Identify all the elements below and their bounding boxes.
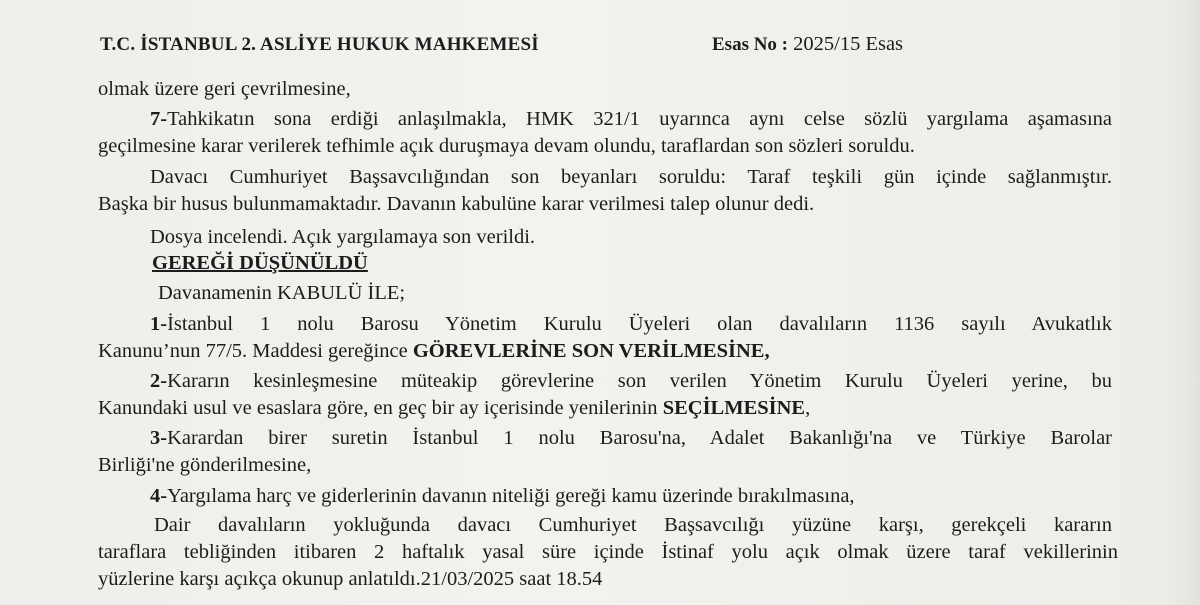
court-name: T.C. İSTANBUL 2. ASLİYE HUKUK MAHKEMESİ: [100, 34, 539, 55]
text-line-4: Davacı Cumhuriyet Başsavcılığından son beyanları soruldu: Taraf teşkili gün içinde sağlanmıştır.: [150, 166, 1112, 188]
case-number-value: 2025/15 Esas: [793, 33, 904, 55]
text-line-18: yüzlerine karşı açıkça okunup anlatıldı.21/03/2025 saat 18.54: [98, 568, 603, 590]
text-line-3: geçilmesine karar verilerek tefhimle açık duruşmaya devam olundu, taraflardan son sözleri soruldu.: [98, 135, 915, 157]
item-2-text: Kararın kesinleşmesine müteakip görevlerine son verilen Yönetim Kurulu Üyeleri yerine, bu: [167, 370, 1112, 392]
item-4-text: Yargılama harç ve giderlerinin davanın niteliği gereği kamu üzerinde bırakılmasına,: [167, 485, 855, 507]
item-3-text: Karardan birer suretin İstanbul 1 nolu Barosu'na, Adalet Bakanlığı'na ve Türkiye Barolar: [167, 427, 1112, 449]
item-7-text: Tahkikatın sona erdiği anlaşılmakla, HMK 321/1 uyarınca aynı celse sözlü yargılama aşamasına: [167, 108, 1112, 130]
item-1-cont-text: Kanunu’nun 77/5. Maddesi gereğince: [98, 340, 408, 362]
text-line-17: taraflara tebliğinden itibaren 2 haftalık yasal süre içinde İstinaf yolu açık olmak üzere taraf vekillerinin: [98, 541, 1118, 563]
decision-heading: GEREĞİ DÜŞÜNÜLDÜ: [152, 252, 368, 274]
text-line-5: Başka bir husus bulunmamaktadır. Davanın kabulüne karar verilmesi talep olunur dedi.: [98, 193, 815, 215]
item-2-cont-text: Kanundaki usul ve esaslara göre, en geç bir ay içerisinde yenilerinin: [98, 397, 658, 419]
page-edge-shadow: [1160, 0, 1200, 605]
item-1-verdict: GÖREVLERİNE SON VERİLMESİNE,: [412, 340, 770, 362]
item-1-continuation: [98, 338, 770, 364]
item-7-number: 7-: [150, 108, 168, 130]
case-number-label: Esas No :: [712, 34, 789, 55]
text-line-14: Birliği'ne gönderilmesine,: [98, 454, 312, 476]
item-1-text: İstanbul 1 nolu Barosu Yönetim Kurulu Üyeleri olan davalıların 1136 sayılı Avukatlık: [167, 313, 1112, 335]
item-4-number: 4-: [150, 485, 168, 507]
item-3-number: 3-: [150, 427, 168, 449]
item-2-number: 2-: [150, 370, 168, 392]
text-line-6: Dosya incelendi. Açık yargılamaya son verildi.: [150, 226, 536, 248]
item-7-line: [150, 106, 1112, 132]
item-2-tail: ,: [805, 397, 811, 419]
item-1-line: [150, 311, 1112, 337]
item-4-line: [150, 483, 855, 509]
text-line-8: Davanamenin KABULÜ İLE;: [158, 282, 406, 304]
item-2-verdict: SEÇİLMESİNE: [662, 397, 806, 419]
item-2-continuation: [98, 395, 810, 421]
item-3-line: [150, 425, 1112, 451]
text-line-1: olmak üzere geri çevrilmesine,: [98, 78, 351, 100]
case-number-block: [712, 31, 903, 58]
item-1-number: 1-: [150, 313, 168, 335]
text-line-16: Dair davalıların yokluğunda davacı Cumhuriyet Başsavcılığı yüzüne karşı, gerekçeli kararın: [154, 514, 1112, 536]
item-2-line: [150, 368, 1112, 394]
